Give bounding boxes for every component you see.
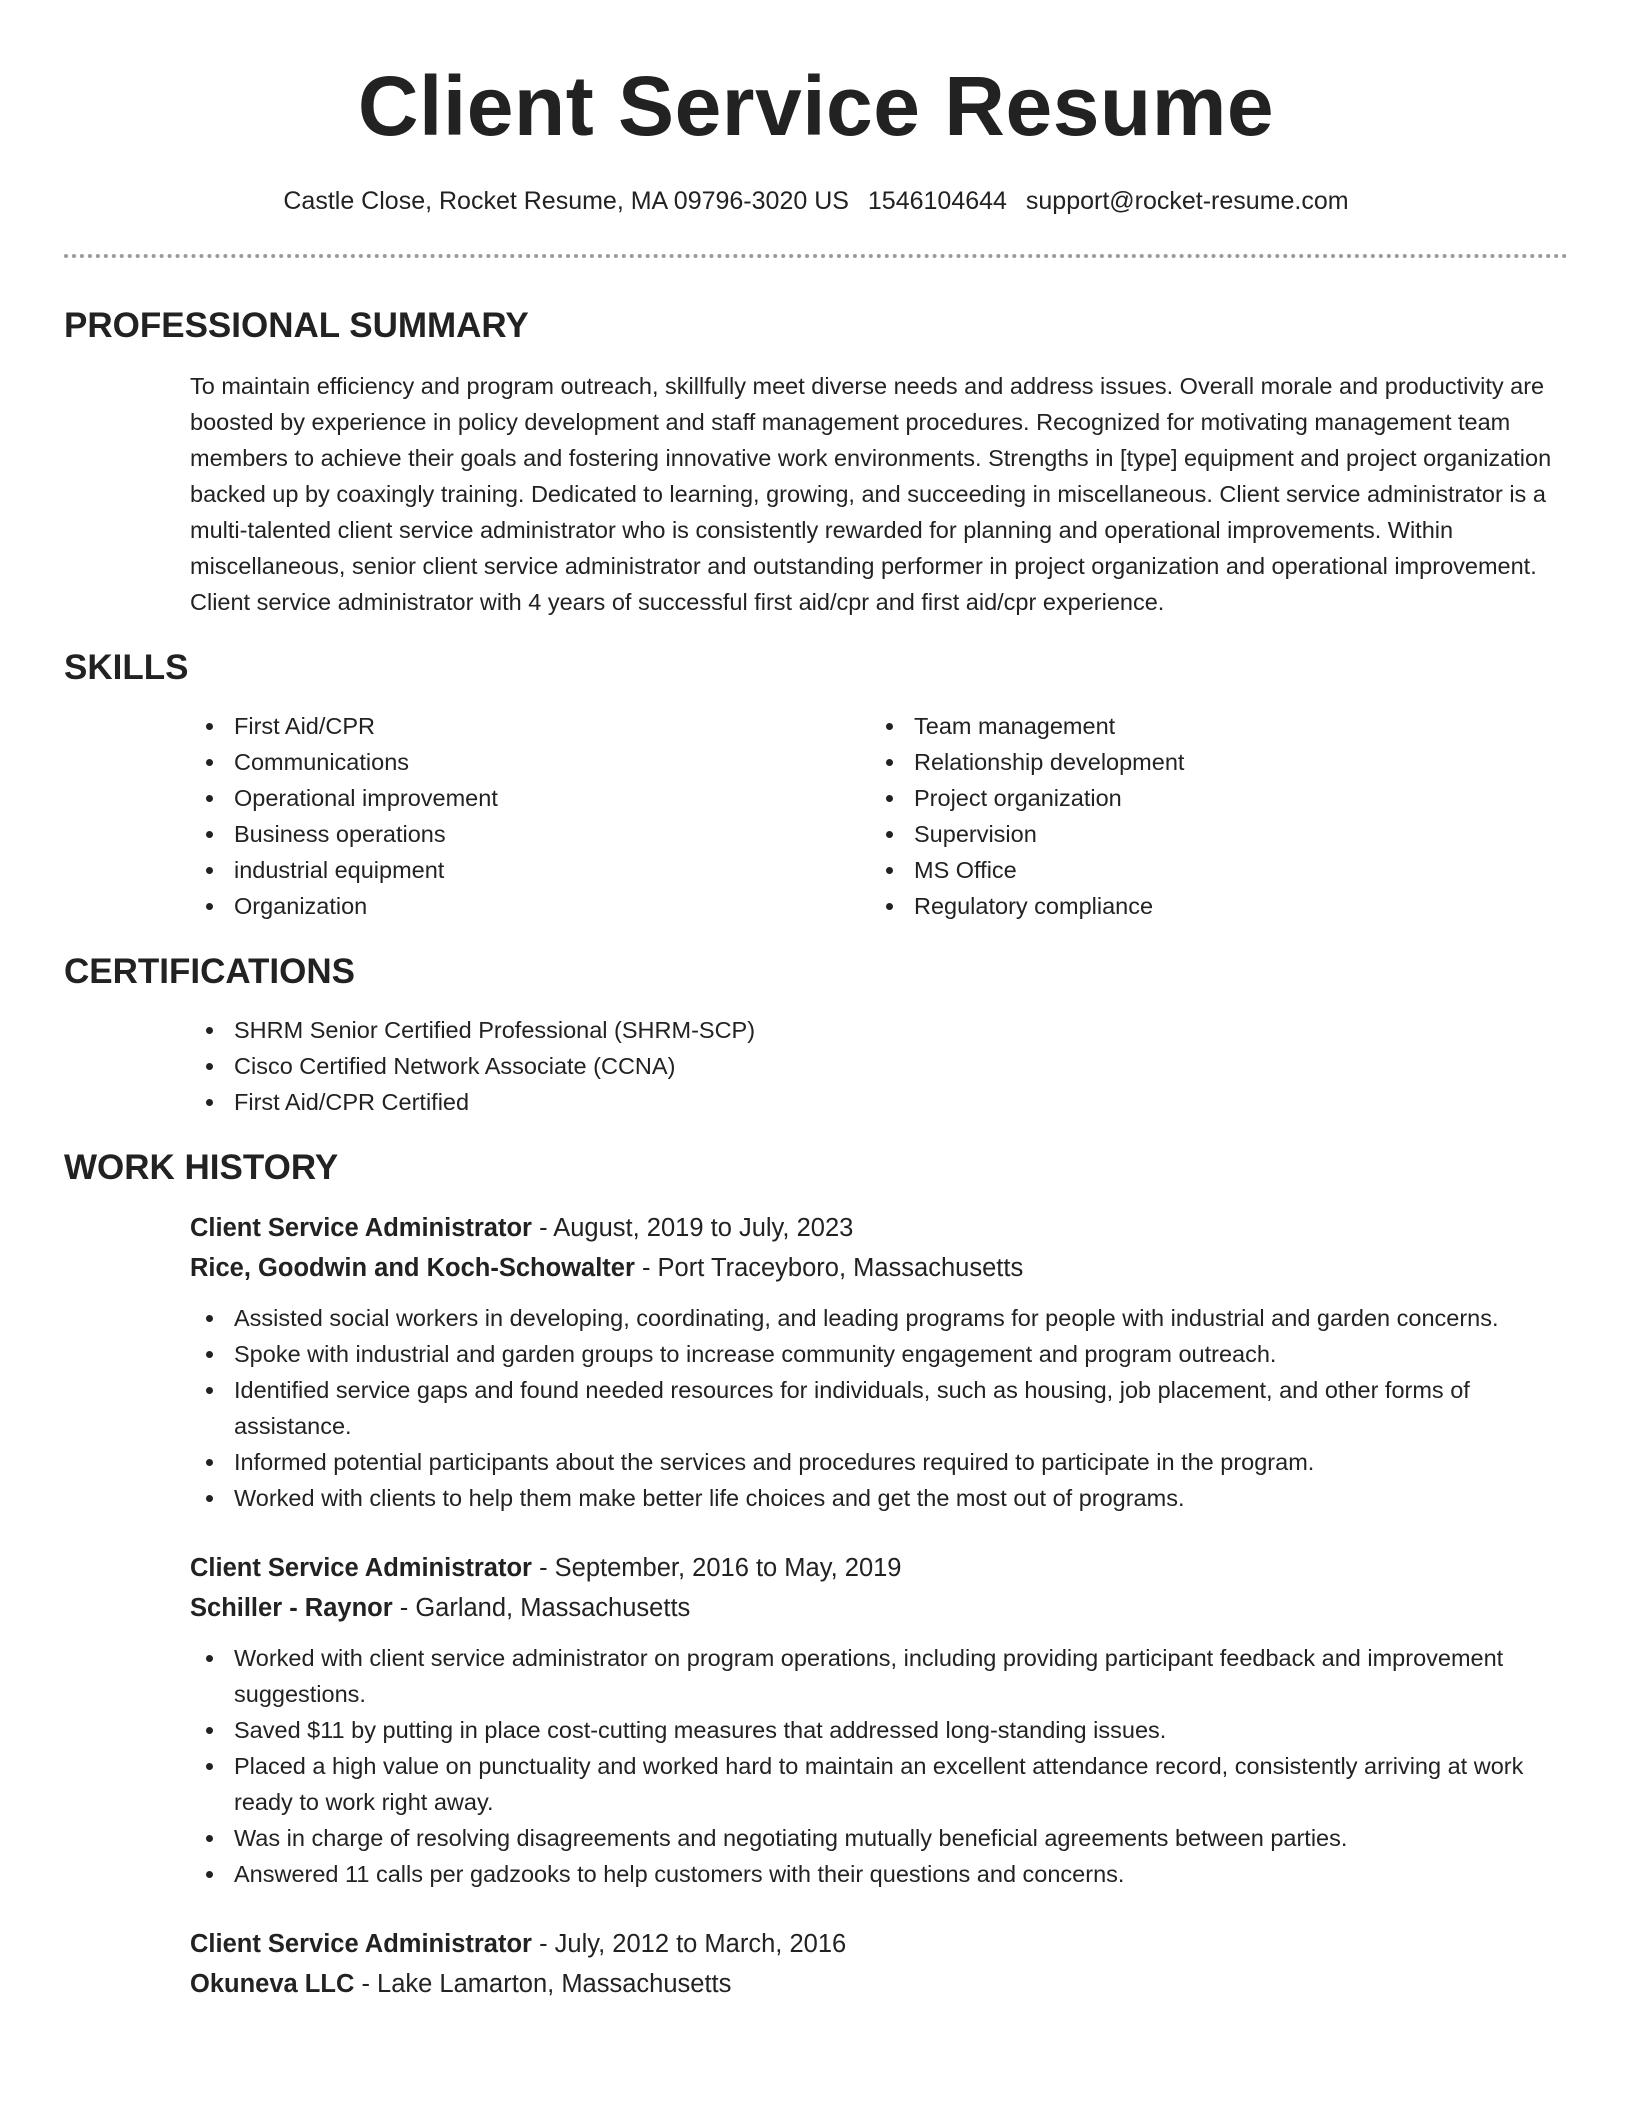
resume-title: Client Service Resume <box>357 59 1275 153</box>
job-dates: - September, 2016 to May, 2019 <box>531 1554 902 1582</box>
job-company: Okuneva LLC <box>190 1970 355 1998</box>
skill-item: Organization <box>190 888 870 924</box>
work-history-heading: WORK HISTORY <box>64 1148 339 1187</box>
skill-item: Team management <box>870 708 1550 744</box>
job-entry <box>64 1208 1568 1516</box>
job-bullet: Identified service gaps and found needed resources for individuals, such as housing, job placement, and other forms of assistance. <box>190 1372 1568 1444</box>
job-bullet: Worked with clients to help them make better life choices and get the most out of programs. <box>190 1480 1568 1516</box>
job-title-line <box>190 1208 1568 1248</box>
job-company: Schiller - Raynor <box>190 1594 393 1622</box>
skills-grid <box>64 708 1568 924</box>
job-bullets <box>190 1300 1568 1516</box>
job-company-line <box>190 1248 1568 1288</box>
certifications-heading: CERTIFICATIONS <box>64 952 356 991</box>
skill-item: industrial equipment <box>190 852 870 888</box>
job-entry <box>64 1548 1568 1892</box>
job-bullet: Worked with client service administrator on program operations, including providing participant feedback and improvement suggestions. <box>190 1640 1568 1712</box>
header-divider <box>64 254 1568 258</box>
job-dates: - August, 2019 to July, 2023 <box>531 1214 854 1242</box>
certification-item: First Aid/CPR Certified <box>190 1084 1568 1120</box>
skill-item: Communications <box>190 744 870 780</box>
job-bullet: Informed potential participants about the services and procedures required to participate in the program. <box>190 1444 1568 1480</box>
skills-section <box>64 646 1568 924</box>
skill-item: Operational improvement <box>190 780 870 816</box>
contact-line <box>64 184 1568 218</box>
job-bullet: Was in charge of resolving disagreements and negotiating mutually beneficial agreements between parties. <box>190 1820 1568 1856</box>
skills-heading: SKILLS <box>64 648 189 687</box>
skill-item: First Aid/CPR <box>190 708 870 744</box>
certification-item: Cisco Certified Network Associate (CCNA) <box>190 1048 1568 1084</box>
job-title-line <box>190 1924 1568 1964</box>
job-bullets <box>190 1640 1568 1892</box>
job-title-line <box>190 1548 1568 1588</box>
skill-item: Supervision <box>870 816 1550 852</box>
certifications-section <box>64 950 1568 1120</box>
job-location: - Port Traceyboro, Massachusetts <box>634 1254 1024 1282</box>
job-entry <box>64 1924 1568 2004</box>
job-bullet: Answered 11 calls per gadzooks to help customers with their questions and concerns. <box>190 1856 1568 1892</box>
contact-phone: 1546104644 <box>867 187 1007 215</box>
job-company-line <box>190 1964 1568 2004</box>
contact-address: Castle Close, Rocket Resume, MA 09796-3020 US <box>283 187 849 215</box>
job-dates: - July, 2012 to March, 2016 <box>531 1930 847 1958</box>
job-title: Client Service Administrator <box>190 1930 532 1958</box>
job-location: - Garland, Massachusetts <box>392 1594 691 1622</box>
job-bullet: Saved $11 by putting in place cost-cutting measures that addressed long-standing issues. <box>190 1712 1568 1748</box>
skill-item: Project organization <box>870 780 1550 816</box>
summary-heading: PROFESSIONAL SUMMARY <box>64 306 529 345</box>
contact-email: support@rocket-resume.com <box>1025 187 1349 215</box>
skills-list-right <box>870 708 1550 924</box>
job-company: Rice, Goodwin and Koch-Schowalter <box>190 1254 635 1282</box>
summary-text: To maintain efficiency and program outreach, skillfully meet diverse needs and address issues. Overall morale and productivity are boosted by experience in policy development and staff management procedures. Recognized for motivating management team members to achieve their goals and fostering innovative work environments. Strengths in [type] equipment and project organization backed up by coaxingly training. Dedicated to learning, growing, and succeeding in miscellaneous. Client service administrator is a multi-talented client service administrator who is consistently rewarded for planning and operational improvements. Within miscellaneous, senior client service administrator and outstanding performer in project organization and operational improvement. Client service administrator with 4 years of successful first aid/cpr and first aid/cpr experience. <box>190 373 1552 615</box>
job-title: Client Service Administrator <box>190 1554 532 1582</box>
job-location: - Lake Lamarton, Massachusetts <box>354 1970 732 1998</box>
skills-list-left <box>190 708 870 924</box>
work-history-section <box>64 1146 1568 2004</box>
skill-item: Business operations <box>190 816 870 852</box>
job-bullet: Spoke with industrial and garden groups to increase community engagement and program outreach. <box>190 1336 1568 1372</box>
summary-section <box>64 304 1568 620</box>
job-bullet: Assisted social workers in developing, coordinating, and leading programs for people with industrial and garden concerns. <box>190 1300 1568 1336</box>
skill-item: Relationship development <box>870 744 1550 780</box>
skill-item: MS Office <box>870 852 1550 888</box>
job-bullet: Placed a high value on punctuality and worked hard to maintain an excellent attendance record, consistently arriving at work ready to work right away. <box>190 1748 1568 1820</box>
job-title: Client Service Administrator <box>190 1214 532 1242</box>
certification-item: SHRM Senior Certified Professional (SHRM-SCP) <box>190 1012 1568 1048</box>
skill-item: Regulatory compliance <box>870 888 1550 924</box>
certifications-list <box>64 1012 1568 1120</box>
job-company-line <box>190 1588 1568 1628</box>
